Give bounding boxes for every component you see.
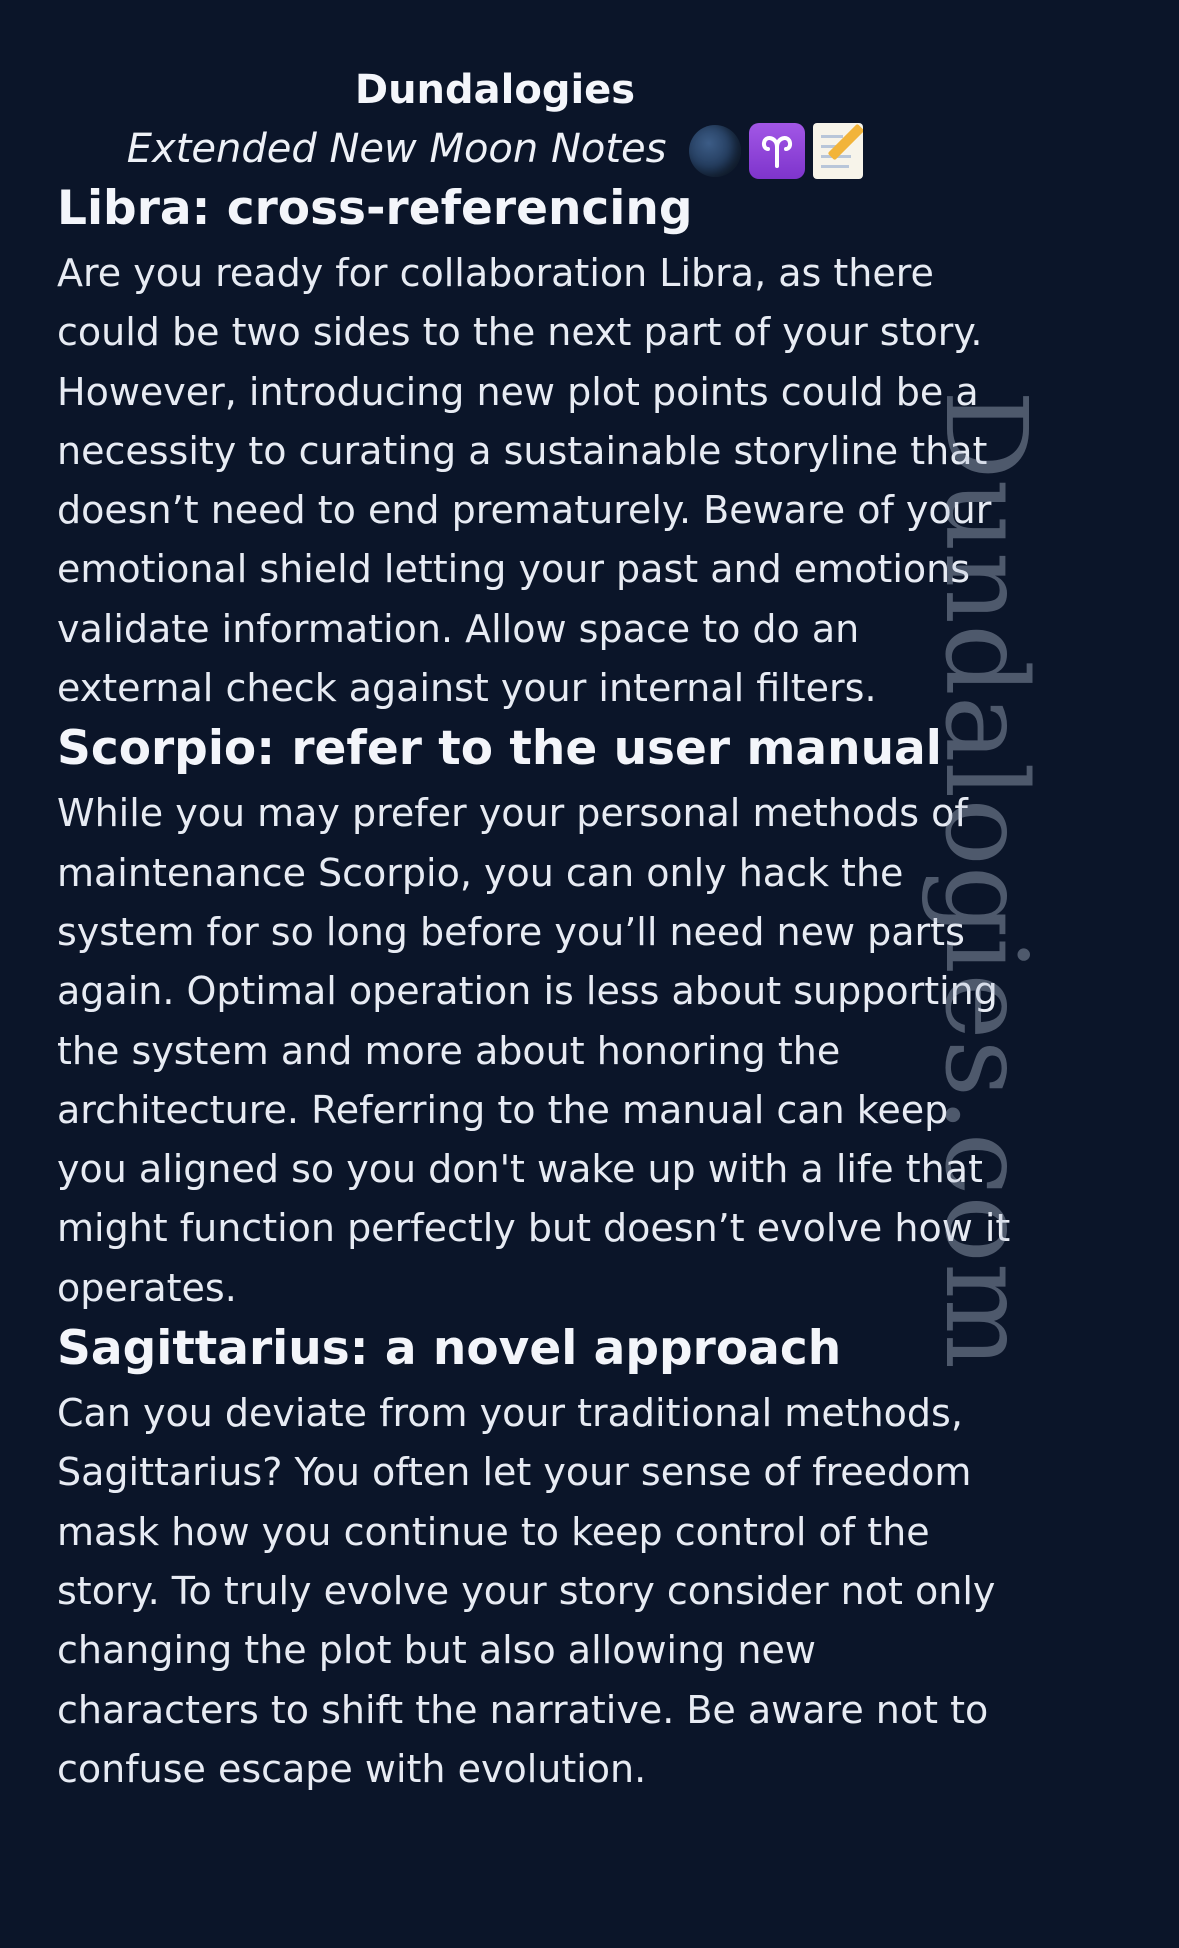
section-body [57, 244, 1117, 718]
body-line: system for so long before you’ll need new parts [57, 909, 965, 954]
body-line: story. To truly evolve your story consider not only [57, 1568, 996, 1613]
watermark: Dundalogies.com [920, 390, 1050, 1370]
body-line: emotional shield letting your past and emotions [57, 547, 971, 592]
body-line: characters to shift the narrative. Be aware not to [57, 1687, 989, 1732]
body-line: changing the plot but also allowing new [57, 1628, 816, 1673]
body-line: Sagittarius? You often let your sense of freedom [57, 1450, 972, 1495]
body-line: confuse escape with evolution. [57, 1746, 647, 1791]
body-line: might function perfectly but doesn’t evolve how it [57, 1206, 1011, 1251]
body-line: the system and more about honoring the [57, 1028, 841, 1073]
page-title: Dundalogies [354, 67, 636, 113]
body-line: mask how you continue to keep control of the [57, 1509, 930, 1554]
notes-content [57, 178, 1117, 1799]
body-line: However, introducing new plot points could be a [57, 369, 979, 414]
body-line: While you may prefer your personal methods of [57, 791, 968, 836]
body-line: you aligned so you don't wake up with a life that [57, 1147, 983, 1192]
subtitle-text: Extended New Moon Notes [126, 126, 667, 172]
new-moon-icon [689, 125, 741, 177]
body-line: architecture. Referring to the manual can keep [57, 1087, 949, 1132]
body-line: Can you deviate from your traditional methods, [57, 1391, 963, 1436]
section-title: Sagittarius: a novel approach [57, 1321, 842, 1377]
page-subtitle [0, 118, 990, 180]
aries-icon [749, 123, 805, 179]
aries-glyph [757, 131, 797, 171]
emoji-row [689, 123, 863, 179]
section-body [57, 784, 1117, 1318]
body-line: could be two sides to the next part of your story. [57, 310, 983, 355]
body-line: validate information. Allow space to do an [57, 606, 860, 651]
memo-icon [813, 123, 863, 179]
body-line: again. Optimal operation is less about supporting [57, 969, 998, 1014]
body-line: external check against your internal filters. [57, 666, 877, 711]
section-title: Libra: cross-referencing [57, 181, 693, 236]
section [57, 1318, 1117, 1799]
header [0, 62, 990, 180]
body-line: maintenance Scorpio, you can only hack the [57, 850, 904, 895]
section-body [57, 1384, 1117, 1799]
section-title: Scorpio: refer to the user manual [57, 721, 942, 777]
body-line: doesn’t need to end prematurely. Beware of your [57, 488, 992, 533]
body-line: necessity to curating a sustainable storyline that [57, 428, 988, 473]
section [57, 718, 1117, 1318]
section [57, 178, 1117, 718]
body-line: Are you ready for collaboration Libra, as there [57, 251, 934, 295]
body-line: operates. [57, 1265, 237, 1310]
